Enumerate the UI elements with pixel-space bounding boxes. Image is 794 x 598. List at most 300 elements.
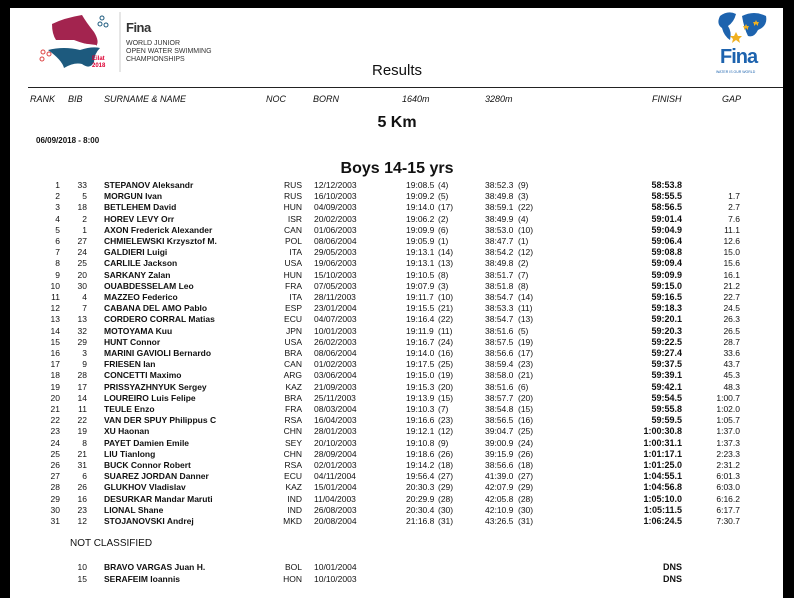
event-logo-line2: OPEN WATER SWIMMING (126, 48, 212, 55)
cell-name: MOTOYAMA Kuu (104, 325, 173, 336)
cell-finish: 1:06:24.5 (643, 516, 682, 526)
cell-noc: IND (287, 493, 302, 504)
cell-born: 16/10/2003 (314, 191, 357, 202)
cell-gap: 1:00.7 (716, 392, 740, 403)
cell-name: BETLEHEM David (104, 202, 177, 213)
cell-gap: 21.2 (723, 280, 740, 291)
cell-finish: 59:22.5 (651, 336, 682, 347)
cell-s2: 38:54.7 (485, 314, 514, 325)
cell-finish: 59:55.8 (651, 404, 682, 414)
cell-s2: 39:04.7 (485, 426, 514, 437)
globe-icon (714, 10, 772, 50)
cell-s1r: (5) (438, 191, 449, 202)
table-row (10, 348, 783, 359)
cell-bib: 17 (77, 381, 87, 392)
cell-s2: 38:47.7 (485, 236, 514, 246)
cell-born: 04/09/2003 (314, 202, 357, 213)
cell-s2r: (31) (518, 516, 534, 526)
cell-finish: 59:09.4 (651, 258, 682, 269)
cell-born: 15/01/2004 (314, 482, 357, 493)
cell-s2: 38:56.6 (485, 348, 514, 358)
cell-s2: 42:05.8 (485, 493, 514, 504)
cell-s1r: (24) (438, 336, 454, 347)
cell-bib: 28 (77, 370, 87, 381)
cell-s2r: (4) (518, 213, 529, 224)
cell-gap: 26.5 (723, 325, 740, 336)
category-title: Boys 14-15 yrs (340, 160, 454, 177)
cell-s2r: (7) (518, 269, 529, 280)
table-row (10, 326, 783, 337)
cell-bib: 12 (77, 516, 87, 526)
cell-s1: 19:08.5 (406, 180, 435, 190)
cell-gap: 1:37.3 (716, 437, 740, 448)
cell-born: 08/03/2004 (314, 404, 357, 414)
table-row (10, 494, 783, 505)
cell-name: SARKANY Zalan (104, 269, 171, 280)
col-header-noc: NOC (266, 94, 286, 104)
col-header-finish: FINISH (652, 94, 682, 104)
cell-gap: 15.0 (723, 247, 740, 258)
cell-gap: 6:03.0 (716, 482, 740, 493)
cell-s1: 19:06.2 (406, 213, 435, 224)
cell-s1r: (20) (438, 381, 454, 392)
cell-bib: 7 (82, 303, 87, 314)
cell-s2: 38:56.6 (485, 460, 514, 470)
cell-bib: 18 (77, 202, 87, 213)
col-header-3280m: 3280m (485, 94, 513, 104)
table-row (10, 359, 783, 370)
cell-rank: 16 (50, 348, 60, 358)
cell-rank: 2 (55, 191, 60, 202)
results-page (10, 8, 783, 598)
cell-name: HOREV LEVY Orr (104, 213, 175, 224)
cell-s1: 19:13.1 (406, 258, 435, 269)
cell-s1: 19:12.1 (406, 426, 435, 437)
fina-logo-brand: Fina (720, 46, 758, 68)
cell-name: SUAREZ JORDAN Danner (104, 471, 209, 482)
cell-s1: 19:10.5 (406, 269, 435, 280)
cell-gap: 2:31.2 (716, 460, 740, 470)
cell-s1r: (21) (438, 303, 454, 314)
cell-born: 19/06/2003 (314, 258, 357, 269)
cell-s2r: (12) (518, 247, 534, 258)
cell-finish: 59:04.9 (651, 224, 682, 235)
cell-name: SERAFEIM Ioannis (104, 574, 181, 584)
cell-bib: 16 (77, 493, 87, 504)
cell-bib: 11 (78, 404, 87, 414)
cell-bib: 27 (77, 236, 87, 246)
cell-name: CORDERO CORRAL Matias (104, 314, 215, 325)
cell-s2: 38:54.2 (485, 247, 514, 258)
cell-s2r: (19) (518, 336, 534, 347)
cell-s2: 38:53.3 (485, 303, 514, 314)
cell-s2: 38:51.7 (485, 269, 514, 280)
cell-finish: DNS (662, 574, 682, 584)
cell-gap: 1:37.0 (716, 426, 740, 437)
table-row (10, 214, 783, 225)
cell-s2r: (21) (518, 370, 534, 381)
cell-born: 08/06/2004 (314, 348, 357, 358)
cell-s1r: (4) (438, 180, 449, 190)
table-row (10, 449, 783, 460)
cell-born: 07/05/2003 (314, 280, 357, 291)
cell-rank: 25 (50, 448, 60, 459)
col-header-bib: BIB (68, 94, 83, 104)
cell-s1: 19:10.3 (406, 404, 435, 414)
cell-born: 29/05/2003 (314, 247, 357, 258)
cell-noc: BRA (284, 348, 302, 358)
cell-s2: 38:54.7 (485, 292, 514, 302)
cell-finish: 59:42.1 (651, 381, 682, 392)
table-row (10, 516, 783, 527)
cell-s2: 38:54.8 (485, 404, 514, 414)
cell-s2r: (5) (518, 325, 529, 336)
cell-s1r: (23) (438, 415, 454, 426)
cell-noc: RSA (284, 460, 302, 470)
cell-name: CONCETTI Maximo (104, 370, 182, 381)
cell-rank: 28 (50, 482, 60, 493)
cell-s2r: (10) (518, 224, 534, 235)
cell-s1r: (31) (438, 516, 454, 526)
cell-name: GALDIERI Luigi (104, 247, 168, 258)
cell-s2r: (28) (518, 493, 534, 504)
cell-rank: 10 (50, 280, 60, 291)
cell-rank: 8 (55, 258, 60, 269)
table-row (10, 303, 783, 314)
cell-finish: 59:16.5 (651, 292, 682, 302)
cell-finish: 59:01.4 (651, 213, 682, 224)
cell-name: MAZZEO Federico (104, 292, 178, 302)
cell-s2r: (11) (518, 303, 533, 314)
cell-s2: 38:59.1 (485, 202, 514, 213)
cell-s2r: (14) (518, 292, 534, 302)
cell-rank: 14 (50, 325, 60, 336)
cell-born: 10/01/2004 (314, 562, 357, 572)
cell-rank: 5 (55, 224, 60, 235)
cell-s1: 19:14.0 (406, 348, 435, 358)
cell-s1r: (28) (438, 493, 454, 504)
cell-rank: 24 (50, 437, 60, 448)
table-row (10, 292, 783, 303)
cell-born: 23/01/2004 (314, 303, 357, 314)
page-title: Results (371, 62, 423, 79)
cell-s1: 19:10.8 (406, 437, 435, 448)
cell-born: 20/02/2003 (314, 213, 357, 224)
cell-noc: ITA (289, 292, 302, 302)
cell-rank: 19 (50, 381, 60, 392)
cell-noc: ESP (284, 303, 302, 314)
cell-s2r: (2) (518, 258, 529, 269)
cell-bib: 32 (77, 325, 87, 336)
cell-name: MORGUN Ivan (104, 191, 163, 202)
cell-rank: 4 (55, 213, 60, 224)
cell-gap: 48.3 (723, 381, 740, 392)
cell-s2r: (22) (518, 202, 534, 213)
cell-noc: CAN (284, 359, 302, 370)
cell-s2: 38:51.6 (485, 325, 514, 336)
cell-born: 10/01/2003 (314, 325, 357, 336)
cell-s1: 19:13.1 (406, 247, 435, 258)
cell-s1: 19:13.9 (406, 392, 435, 403)
cell-gap: 2.7 (728, 202, 740, 213)
cell-gap: 15.6 (723, 258, 740, 269)
cell-noc: HON (283, 574, 302, 584)
table-row (10, 505, 783, 516)
cell-finish: 59:20.1 (651, 314, 682, 325)
cell-finish: 59:15.0 (651, 280, 682, 291)
cell-finish: DNS (662, 562, 682, 572)
cell-s2: 43:26.5 (485, 516, 514, 526)
cell-s1: 19:56.4 (406, 471, 435, 482)
cell-finish: 58:56.5 (651, 202, 682, 213)
cell-bib: 23 (77, 504, 87, 515)
cell-s1r: (12) (438, 426, 454, 437)
cell-rank: 1 (55, 180, 60, 190)
cell-name: VAN DER SPUY Philippus C (104, 415, 217, 426)
cell-born: 21/09/2003 (314, 381, 357, 392)
cell-name: LOUREIRO Luis Felipe (104, 392, 196, 403)
cell-finish: 1:05:11.5 (643, 504, 682, 515)
cell-rank: 9 (55, 269, 60, 280)
cell-noc: IND (287, 504, 302, 515)
table-row (10, 404, 783, 415)
cell-bib: 26 (77, 482, 87, 493)
cell-s1r: (9) (438, 437, 449, 448)
cell-s1r: (29) (438, 482, 454, 493)
cell-name: GLUKHOV Vladislav (104, 482, 186, 493)
table-row (10, 393, 783, 404)
cell-born: 01/06/2003 (314, 224, 357, 235)
table-row (10, 337, 783, 348)
cell-born: 28/01/2003 (314, 426, 357, 437)
fina-logo-tagline: WATER IS OUR WORLD (716, 70, 756, 74)
cell-name: CABANA DEL AMO Pablo (104, 303, 208, 314)
cell-s2: 38:53.0 (485, 224, 514, 235)
cell-gap: 2:23.3 (716, 448, 740, 459)
cell-finish: 1:04:55.1 (643, 471, 682, 482)
cell-bib: 29 (77, 336, 87, 347)
cell-gap: 7:30.7 (716, 516, 740, 526)
cell-rank: 21 (50, 404, 60, 414)
cell-bib: 13 (77, 314, 87, 325)
cell-s2: 39:15.9 (485, 448, 514, 459)
cell-bib: 3 (82, 348, 87, 358)
cell-s2r: (23) (518, 359, 534, 370)
cell-noc: RSA (284, 415, 302, 426)
cell-gap: 22.7 (723, 292, 740, 302)
cell-born: 03/06/2004 (314, 370, 357, 381)
cell-name: AXON Frederick Alexander (104, 224, 213, 235)
cell-s2: 42:07.9 (485, 482, 514, 493)
cell-s2: 38:57.7 (485, 392, 514, 403)
table-row (10, 258, 783, 269)
cell-noc: CHN (283, 448, 302, 459)
cell-rank: 7 (55, 247, 60, 258)
cell-bib: 5 (82, 191, 87, 202)
cell-finish: 1:04:56.8 (643, 482, 682, 493)
cell-noc: HUN (283, 202, 302, 213)
cell-name: DESURKAR Mandar Maruti (104, 493, 213, 504)
cell-rank: 11 (51, 292, 60, 302)
cell-gap: 45.3 (723, 370, 740, 381)
cell-name: XU Haonan (104, 426, 150, 437)
cell-name: HUNT Connor (104, 336, 161, 347)
cell-bib: 9 (82, 359, 87, 370)
cell-s2: 38:51.8 (485, 280, 514, 291)
table-row (10, 314, 783, 325)
cell-born: 10/10/2003 (314, 574, 357, 584)
cell-born: 28/11/2003 (314, 292, 356, 302)
cell-bib: 14 (77, 392, 87, 403)
cell-s2r: (15) (518, 404, 534, 414)
cell-rank: 27 (50, 471, 60, 482)
cell-s1r: (25) (438, 359, 454, 370)
cell-name: MARINI GAVIOLI Bernardo (104, 348, 212, 358)
cell-s2r: (17) (518, 348, 534, 358)
cell-gap: 26.3 (723, 314, 740, 325)
cell-name: FRIESEN Ian (104, 359, 156, 370)
cell-noc: ECU (284, 314, 302, 325)
cell-rank: 20 (50, 392, 60, 403)
cell-name: BRAVO VARGAS Juan H. (104, 562, 206, 572)
cell-bib: 21 (77, 448, 87, 459)
cell-bib: 1 (82, 224, 87, 235)
cell-s2r: (26) (518, 448, 534, 459)
table-row (10, 426, 783, 437)
table-row (10, 236, 783, 247)
cell-bib: 19 (77, 426, 87, 437)
cell-noc: CHN (283, 426, 302, 437)
cell-gap: 1.7 (728, 191, 740, 202)
cell-noc: RUS (284, 180, 302, 190)
cell-s2r: (6) (518, 381, 529, 392)
cell-s2r: (13) (518, 314, 534, 325)
cell-s1: 19:09.2 (406, 191, 435, 202)
cell-s1r: (8) (438, 269, 449, 280)
table-row (10, 562, 783, 573)
table-row (10, 270, 783, 281)
cell-s1: 19:07.9 (406, 280, 435, 291)
cell-gap: 7.6 (728, 213, 740, 224)
cell-s1: 20:29.9 (406, 493, 435, 504)
cell-finish: 1:00:31.1 (643, 437, 682, 448)
table-row (10, 180, 783, 191)
cell-s1: 20:30.4 (406, 504, 435, 515)
cell-s1r: (18) (438, 460, 454, 470)
cell-bib: 15 (77, 574, 87, 584)
event-datetime: 06/09/2018 - 8:00 (36, 136, 100, 145)
cell-finish: 59:18.3 (651, 303, 682, 314)
cell-s1r: (3) (438, 280, 449, 291)
cell-s1: 21:16.8 (406, 516, 435, 526)
cell-s2: 38:59.4 (485, 359, 514, 370)
cell-noc: KAZ (285, 381, 302, 392)
cell-gap: 33.6 (723, 348, 740, 358)
col-header-1640m: 1640m (402, 94, 430, 104)
cell-rank: 12 (50, 303, 60, 314)
table-row (10, 225, 783, 236)
cell-rank: 3 (55, 202, 60, 213)
cell-s1: 19:11.9 (406, 325, 434, 336)
cell-s2r: (1) (518, 236, 529, 246)
cell-bib: 30 (77, 280, 87, 291)
cell-finish: 59:59.5 (651, 415, 682, 426)
cell-s1r: (2) (438, 213, 449, 224)
cell-born: 01/02/2003 (314, 359, 357, 370)
cell-born: 26/08/2003 (314, 504, 357, 515)
cell-noc: USA (284, 258, 302, 269)
cell-bib: 22 (77, 415, 87, 426)
cell-noc: MKD (283, 516, 302, 526)
cell-finish: 58:53.8 (651, 180, 682, 190)
cell-finish: 1:01:17.1 (643, 448, 682, 459)
cell-s1: 19:16.4 (406, 314, 435, 325)
cell-bib: 10 (77, 562, 87, 572)
cell-s1: 19:14.2 (406, 460, 435, 470)
cell-s1: 19:18.6 (406, 448, 435, 459)
cell-name: OUABDESSELAM Leo (104, 280, 194, 291)
cell-noc: JPN (285, 325, 302, 336)
cell-bib: 20 (77, 269, 87, 280)
cell-born: 25/11/2003 (314, 392, 356, 403)
cell-rank: 30 (50, 504, 60, 515)
cell-gap: 28.7 (723, 336, 740, 347)
cell-gap: 6:01.3 (716, 471, 740, 482)
cell-noc: HUN (283, 269, 302, 280)
cell-s2: 38:49.8 (485, 258, 514, 269)
cell-born: 02/01/2003 (314, 460, 357, 470)
cell-gap: 43.7 (723, 359, 740, 370)
cell-s1: 19:15.5 (406, 303, 435, 314)
cell-s2: 38:49.9 (485, 213, 514, 224)
cell-s1r: (14) (438, 247, 454, 258)
col-header-rank: RANK (30, 94, 56, 104)
cell-born: 20/10/2003 (314, 437, 357, 448)
cell-born: 04/11/2004 (314, 471, 356, 482)
cell-s2: 41:39.0 (485, 471, 514, 482)
cell-noc: SEY (284, 437, 302, 448)
cell-gap: 12.6 (723, 236, 740, 246)
cell-name: TEULE Enzo (104, 404, 155, 414)
cell-s1r: (17) (438, 202, 454, 213)
cell-s2r: (9) (518, 180, 529, 190)
cell-born: 20/08/2004 (314, 516, 357, 526)
cell-rank: 23 (50, 426, 60, 437)
cell-finish: 1:00:30.8 (643, 426, 682, 437)
cell-noc: CAN (284, 224, 302, 235)
cell-bib: 6 (82, 471, 87, 482)
cell-s2r: (27) (518, 471, 534, 482)
cell-bib: 24 (77, 247, 87, 258)
cell-s1r: (26) (438, 448, 454, 459)
cell-rank: 15 (50, 336, 60, 347)
cell-s2r: (18) (518, 460, 534, 470)
event-logo-city: Eilat (92, 56, 105, 62)
cell-noc: POL (284, 236, 302, 246)
cell-noc: KAZ (285, 482, 302, 493)
cell-bib: 2 (82, 213, 87, 224)
table-row (10, 574, 783, 585)
cell-s1r: (19) (438, 370, 454, 381)
table-row (10, 471, 783, 482)
cell-born: 04/07/2003 (314, 314, 357, 325)
cell-rank: 13 (50, 314, 60, 325)
cell-name: CARLILE Jackson (104, 258, 178, 269)
cell-s2r: (24) (518, 437, 534, 448)
cell-s1: 19:16.7 (406, 336, 435, 347)
cell-s2: 38:58.0 (485, 370, 514, 381)
event-logo-line1: WORLD JUNIOR (126, 40, 181, 47)
